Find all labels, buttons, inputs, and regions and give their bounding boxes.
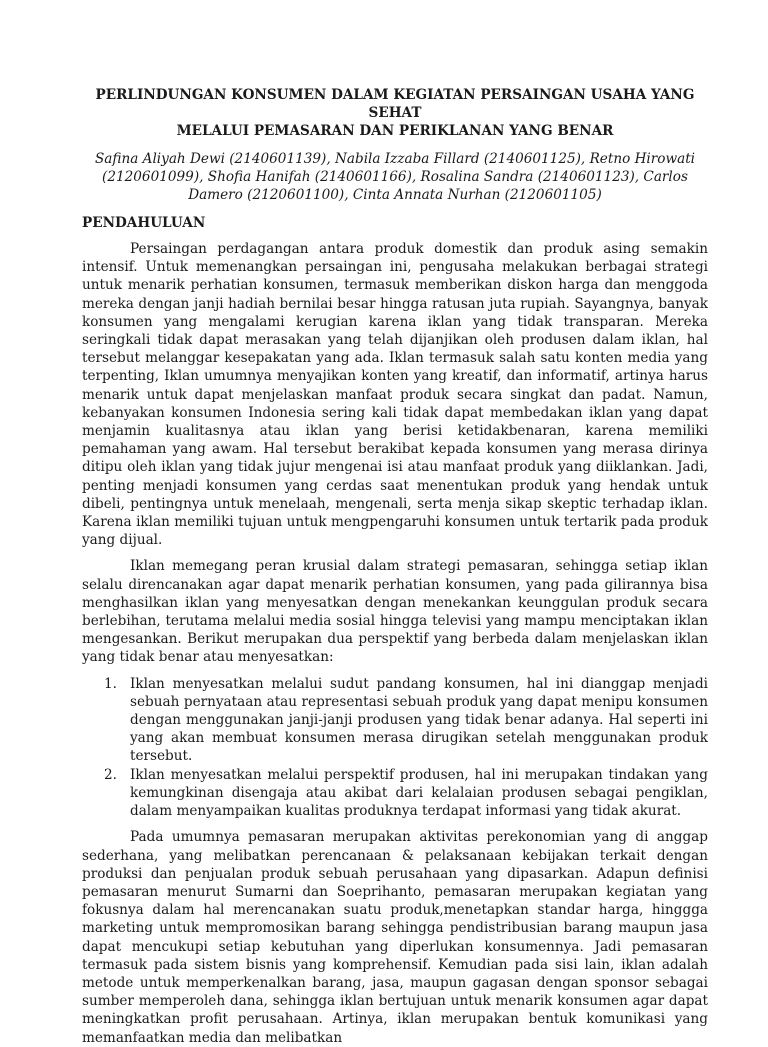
- paper-title-line-2: MELALUI PEMASARAN DAN PERIKLANAN YANG BENAR: [176, 123, 614, 139]
- list-item-number: 1.: [104, 675, 117, 692]
- paper-title-line-1: PERLINDUNGAN KONSUMEN DALAM KEGIATAN PERSAINGAN USAHA YANG SEHAT: [95, 87, 695, 121]
- list-item: [82, 766, 708, 821]
- list-item-number: 2.: [104, 766, 117, 783]
- numbered-list: [82, 675, 708, 821]
- body-paragraph-1: Persaingan perdagangan antara produk domestik dan produk asing semakin intensif. Untuk memenangkan persaingan ini, pengusaha melakukan berbagai strategi untuk menarik perhatian konsumen, termasuk memberikan diskon harga dan menggoda mereka dengan janji hadiah bernilai besar hingga ratusan juta rupiah. Sayangnya, banyak konsumen yang mengalami kerugian karena iklan yang tidak transparan. Mereka seringkali tidak dapat merasakan yang telah dijanjikan oleh produsen dalam iklan, hal tersebut melanggar kesepakatan yang ada. Iklan termasuk salah satu konten media yang terpenting, Iklan umumnya menyajikan konten yang kreatif, dan informatif, artinya harus menarik untuk dapat menjelaskan manfaat produk secara singkat dan padat. Namun, kebanyakan konsumen Indonesia sering kali tidak dapat membedakan iklan yang dapat menjamin kualitasnya atau iklan yang berisi ketidakbenaran, karena memiliki pemahaman yang awam. Hal tersebut berakibat kepada konsumen yang merasa dirinya ditipu oleh iklan yang tidak jujur mengenai isi atau manfaat produk yang diiklankan. Jadi, penting menjadi konsumen yang cerdas saat menentukan produk yang hendak untuk dibeli, pentingnya untuk menelaah, mengenali, serta menja sikap skeptic terhadap iklan. Karena iklan memiliki tujuan untuk mengpengaruhi konsumen untuk tertarik pada produk yang dijual.: [82, 241, 708, 549]
- author-line-2: (2120601099), Shofia Hanifah (2140601166), Rosalina Sandra (2140601123), Carlos: [102, 169, 688, 185]
- body-paragraph-3: Pada umumnya pemasaran merupakan aktivitas perekonomian yang di anggap sederhana, yang melibatkan perencanaan & pelaksanaan kebijakan terkait dengan produksi dan penjualan produk sebuah perusahaan yang dipasarkan. Adapun definisi pemasaran menurut Sumarni dan Soeprihanto, pemasaran merupakan kegiatan yang fokusnya dalam hal merencanakan suatu produk,menetapkan standar harga, hinggga marketing untuk mempromosikan barang sehingga pendistribusian barang maupun jasa dapat mencukupi setiap kebutuhan yang diperlukan konsumennya. Jadi pemasaran termasuk pada sistem bisnis yang komprehensif. Kemudian pada sisi lain, iklan adalah metode untuk memperkenalkan barang, jasa, maupun gagasan dengan sponsor sebagai sumber memperoleh dana, sehingga iklan bertujuan untuk menarik konsumen agar dapat meningkatkan profit perusahaan. Artinya, iklan merupakan bentuk komunikasi yang memanfaatkan media dan melibatkan: [82, 829, 708, 1046]
- section-heading: PENDAHULUAN: [82, 215, 206, 231]
- author-line-1: Safina Aliyah Dewi (2140601139), Nabila Izzaba Fillard (2140601125), Retno Hirowati: [94, 151, 696, 167]
- list-item-text: Iklan menyesatkan melalui perspektif produsen, hal ini merupakan tindakan yang kemungkinan disengaja atau akibat dari kelalaian produsen sebagai pengiklan, dalam menyampaikan kualitas produknya terdapat informasi yang tidak akurat.: [130, 766, 708, 820]
- author-line-3: Damero (2120601100), Cinta Annata Nurhan (2120601105): [188, 187, 602, 203]
- list-item-text: Iklan menyesatkan melalui sudut pandang konsumen, hal ini dianggap menjadi sebuah pernyataan atau representasi sebuah produk yang dapat menipu konsumen dengan menggunakan janji-janji produsen yang tidak benar adanya. Hal seperti ini yang akan membuat konsumen merasa dirugikan setelah menggunakan produk tersebut.: [130, 675, 708, 765]
- body-paragraph-2: Iklan memegang peran krusial dalam strategi pemasaran, sehingga setiap iklan selalu direncanakan agar dapat menarik perhatian konsumen, yang pada gilirannya bisa menghasilkan iklan yang menyesatkan dengan menekankan keunggulan produk secara berlebihan, terutama melalui media sosial hingga televisi yang mampu menciptakan iklan mengesankan. Berikut merupakan dua perspektif yang berbeda dalam menjelaskan iklan yang tidak benar atau menyesatkan:: [82, 558, 708, 666]
- list-item: [82, 675, 708, 766]
- paper-title: [82, 86, 708, 140]
- author-list: [82, 150, 708, 204]
